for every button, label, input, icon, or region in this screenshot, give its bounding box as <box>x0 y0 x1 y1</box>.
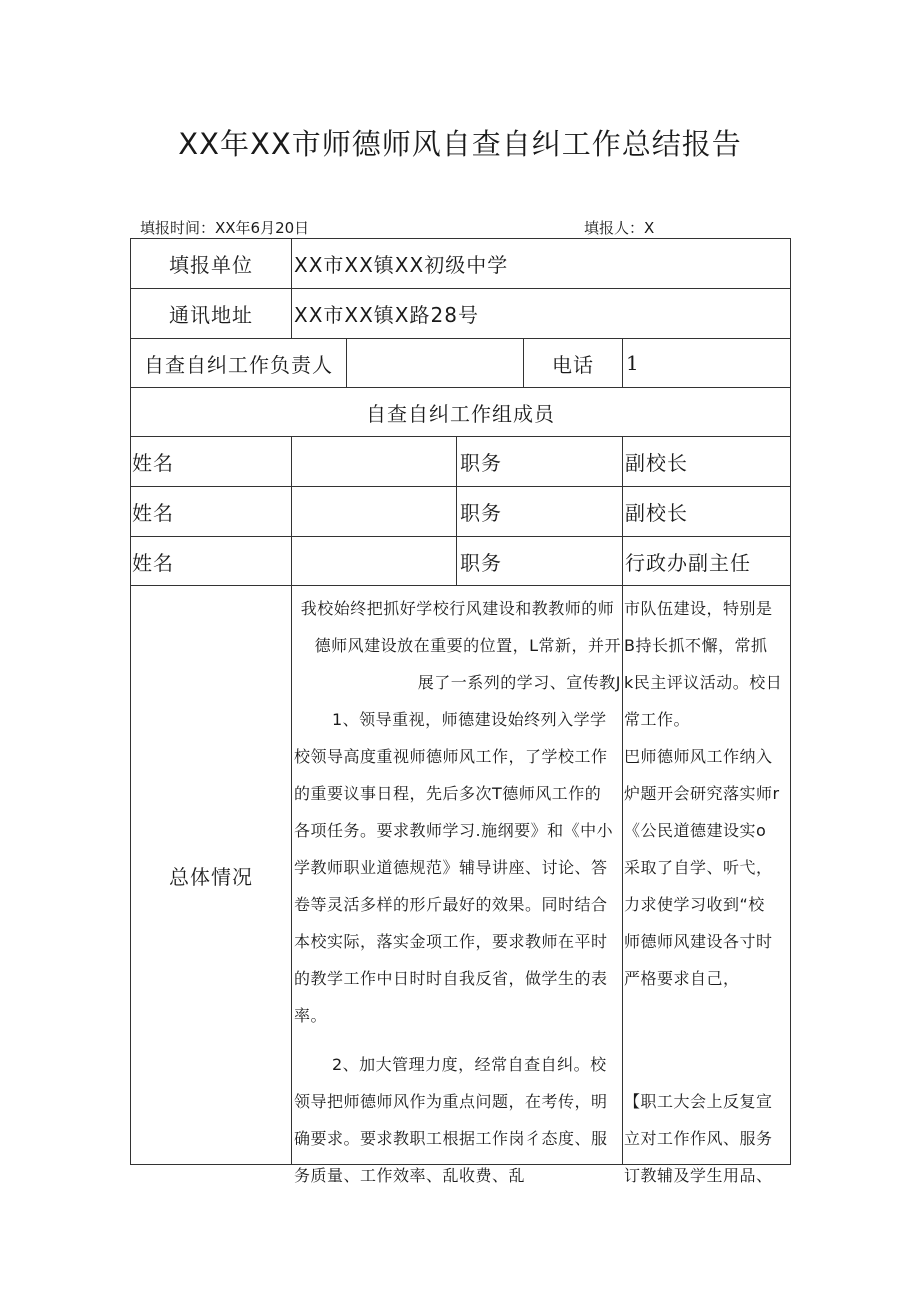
col-divider <box>291 238 292 338</box>
overview-left-text <box>294 590 621 1194</box>
overview-line: 2、加大管理力度，经常自查自纠。校 <box>332 1055 607 1074</box>
overview-line: 卷等灵活多样的形斤最好的效果。同时结合 <box>294 895 608 914</box>
overview-line: 我校始终把抓好学校行风建设和教教师的师 <box>300 599 615 618</box>
leader-value <box>350 339 520 387</box>
col-divider <box>346 338 347 387</box>
unit-label: 填报单位 <box>169 253 253 277</box>
member-position-value: 行政办副主任 <box>625 550 751 575</box>
unit-value: XX市XX镇XX初级中学 <box>294 253 509 277</box>
member-name-label: 姓名 <box>132 501 174 525</box>
member-position-label: 职务 <box>460 451 502 475</box>
overview-line: 学教师职业道德规范》辅导讲座、讨论、答 <box>294 858 608 877</box>
overview-line: 的重要议事日程，先后多次T德师风工作的 <box>294 784 602 803</box>
overview-line: B持长抓不懈，常抓 <box>624 636 768 655</box>
overview-line: 确要求。要求教职工根据工作岗彳态度、服 <box>294 1129 608 1148</box>
overview-line: 展了一系列的学习、宣传教J <box>417 673 621 692</box>
overview-line: 严格要求自己， <box>624 969 740 988</box>
col-divider <box>622 436 623 1165</box>
overview-line: 力求使学习收到“校 <box>624 895 765 914</box>
overview-line: 立对工作作风、服务 <box>624 1129 773 1148</box>
member-position-label: 职务 <box>460 550 502 575</box>
phone-value: 1 <box>626 351 640 375</box>
member-name-value <box>295 487 453 536</box>
member-name-value <box>295 437 453 486</box>
overview-line: 的教学工作中日时时自我反省，做学生的表 <box>294 969 608 988</box>
overview-line: 采取了自学、听弋， <box>624 858 773 877</box>
member-name-label: 姓名 <box>132 451 174 475</box>
overview-line: 各项任务。要求教师学习.施纲要》和《中小 <box>294 821 614 840</box>
member-position-value: 副校长 <box>625 501 688 525</box>
overview-line: 炉题开会研究落实师r <box>624 784 780 803</box>
overview-line: 校领导高度重视师德师风工作，了学校工作 <box>294 747 608 766</box>
col-divider <box>622 338 623 387</box>
overview-line: 市队伍建设，特别是 <box>624 599 773 618</box>
overview-line: 巴师德师风工作纳入 <box>624 747 773 766</box>
address-label: 通讯地址 <box>169 303 253 327</box>
phone-label: 电话 <box>552 352 594 377</box>
overview-line: 领导把师德师风作为重点问题，在考传，明 <box>294 1092 608 1111</box>
overview-line: 订教辅及学生用品、 <box>624 1166 773 1185</box>
member-position-value: 副校长 <box>625 451 688 475</box>
overview-line: 师德师风建设各寸时 <box>624 932 773 951</box>
overview-line: 《公民道德建设实o <box>624 821 767 840</box>
overview-line: 率。 <box>294 1006 328 1025</box>
overview-line: 德师风建设放在重要的位置，L常新，并开 <box>314 636 621 655</box>
member-name-value <box>295 537 453 585</box>
filler: 填报人：X <box>584 219 655 237</box>
document-title: XX年XX市师德师风自查自纠工作总结报告 <box>178 127 742 161</box>
overview-line: 1、领导重视，师德建设始终列入学学 <box>332 710 607 729</box>
member-position-label: 职务 <box>460 501 502 525</box>
leader-label: 自查自纠工作负责人 <box>144 352 333 377</box>
col-divider <box>456 436 457 585</box>
member-name-label: 姓名 <box>132 550 174 575</box>
overview-line: 常工作。 <box>624 710 691 729</box>
overview-line: 本校实际，落实金项工作，要求教师在平时 <box>294 932 608 951</box>
overview-line: k民主评议活动。校日 <box>624 673 783 692</box>
overview-right-text <box>624 590 790 1194</box>
overview-line: 【职工大会上反复宣 <box>624 1092 773 1111</box>
address-value: XX市XX镇X路28号 <box>294 303 479 327</box>
overview-line: 务质量、工作效率、乱收费、乱 <box>294 1166 526 1185</box>
col-divider <box>291 436 292 1165</box>
overview-label: 总体情况 <box>169 864 253 889</box>
fill-time: 填报时间：XX年6月20日 <box>140 219 310 237</box>
members-header: 自查自纠工作组成员 <box>366 401 555 426</box>
